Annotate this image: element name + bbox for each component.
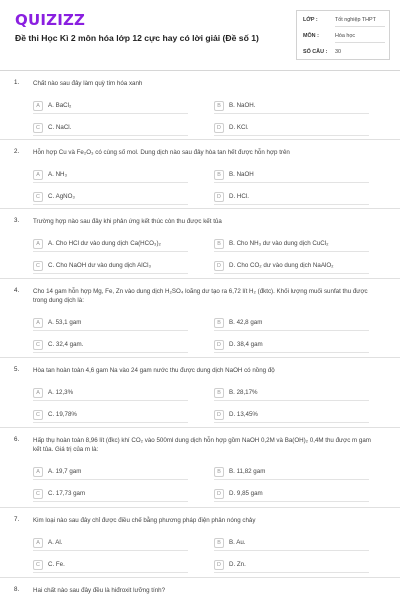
question-number: 3. (14, 217, 20, 224)
question-number: 4. (14, 287, 20, 294)
option-text: B. NaOH. (229, 102, 256, 109)
option-letter-badge: B (214, 467, 224, 477)
option-underline (33, 182, 188, 183)
option-letter-badge: B (214, 388, 224, 398)
question-text: Hòa tan hoàn toàn 4,6 gam Na vào 24 gam nước thu được dung dịch NaOH có nồng độ (33, 367, 275, 374)
option-text: A. NH₃ (48, 171, 68, 178)
option-underline (214, 400, 369, 401)
question-divider (0, 507, 400, 508)
option-text: C. Fe. (48, 561, 65, 568)
answer-option[interactable] (214, 558, 246, 571)
question-number: 6. (14, 436, 20, 443)
option-text: B. NaOH (229, 171, 254, 178)
answer-option[interactable] (214, 259, 334, 272)
meta-row-subject (303, 31, 355, 41)
answer-option[interactable] (214, 190, 249, 203)
option-underline (214, 113, 369, 114)
option-text: B. 11,82 gam (229, 468, 266, 475)
option-letter-badge: D (214, 489, 224, 499)
option-underline (214, 273, 369, 274)
option-text: D. 13,45% (229, 411, 258, 418)
worksheet-title: Đề thi Học Kì 2 môn hóa lớp 12 cực hay có lời giải (Đề số 1) (15, 33, 259, 43)
option-underline (33, 501, 188, 502)
option-letter-badge: B (214, 239, 224, 249)
option-text: D. HCl. (229, 193, 249, 200)
option-letter-badge: B (214, 101, 224, 111)
option-underline (214, 550, 369, 551)
option-letter-badge: D (214, 340, 224, 350)
meta-divider (335, 42, 385, 43)
answer-option[interactable] (33, 408, 77, 421)
meta-label: SỐ CÂU : (303, 49, 328, 55)
meta-row-class (303, 15, 376, 25)
option-letter-badge: D (214, 410, 224, 420)
option-text: D. Cho CO₂ dư vào dung dịch NaAlO₂ (229, 262, 334, 269)
option-underline (214, 352, 369, 353)
option-text: D. KCl. (229, 124, 249, 131)
question-text: Hấp thụ hoàn toàn 8,96 lít (đkc) khí CO₂ vào 500ml dung dịch hỗn hợp gồm NaOH 0,2M và Ba(OH)₂ 0,4M thu được m gam kết tủa. Giá trị của m là: (33, 437, 371, 454)
option-underline (214, 204, 369, 205)
question-number: 5. (14, 366, 20, 373)
answer-option[interactable] (33, 237, 161, 250)
option-text: A. BaCl₂ (48, 102, 72, 109)
option-underline (33, 330, 188, 331)
question-text: Trường hợp nào sau đây khi phản ứng kết thúc còn thu được kết tủa (33, 218, 222, 225)
option-underline (33, 572, 188, 573)
question-divider (0, 139, 400, 140)
option-underline (33, 273, 188, 274)
answer-option[interactable] (214, 316, 262, 329)
answer-option[interactable] (33, 558, 65, 571)
question-text: Hai chất nào sau đây đều là hiđroxit lưỡng tính? (33, 587, 166, 594)
meta-value: 30 (335, 49, 341, 55)
question-number: 1. (14, 79, 20, 86)
option-underline (214, 330, 369, 331)
option-underline (33, 400, 188, 401)
option-underline (33, 550, 188, 551)
option-underline (33, 251, 188, 252)
option-text: A. 53,1 gam (48, 319, 82, 326)
option-text: C. NaCl. (48, 124, 72, 131)
question-number: 7. (14, 516, 20, 523)
answer-option[interactable] (33, 316, 81, 329)
option-letter-badge: A (33, 388, 43, 398)
option-underline (33, 479, 188, 480)
option-letter-badge: C (33, 489, 43, 499)
option-letter-badge: C (33, 560, 43, 570)
answer-option[interactable] (33, 121, 71, 134)
option-letter-badge: C (33, 410, 43, 420)
option-letter-badge: C (33, 192, 43, 202)
option-underline (33, 204, 188, 205)
option-letter-badge: B (214, 318, 224, 328)
option-underline (214, 422, 369, 423)
option-underline (33, 135, 188, 136)
answer-option[interactable] (214, 168, 254, 181)
answer-option[interactable] (214, 408, 258, 421)
option-text: A. 12,3% (48, 389, 74, 396)
option-text: C. AgNO₃ (48, 193, 75, 200)
answer-option[interactable] (214, 99, 255, 112)
option-underline (214, 479, 369, 480)
answer-option[interactable] (214, 465, 265, 478)
option-text: B. Au. (229, 539, 246, 546)
question-number: 2. (14, 148, 20, 155)
question-text: Cho 14 gam hỗn hợp Mg, Fe, Zn vào dung dịch H₂SO₄ loãng dư tạo ra 6,72 lít H₂ (đktc). Khối lượng muối sunfat thu được trong dung dịch là: (33, 288, 368, 305)
meta-divider (335, 26, 385, 27)
answer-option[interactable] (214, 487, 263, 500)
option-text: C. 32,4 gam. (48, 341, 84, 348)
answer-option[interactable] (33, 168, 67, 181)
question-number: 8. (14, 586, 20, 593)
option-letter-badge: B (214, 538, 224, 548)
option-text: A. Cho HCl dư vào dung dịch Ca(HCO₃)₂ (48, 240, 161, 247)
option-text: C. Cho NaOH dư vào dung dịch AlCl₃ (48, 262, 151, 269)
worksheet-header (0, 0, 400, 71)
quizizz-logo: QUIZIZZ (15, 11, 86, 29)
option-text: C. 19,78% (48, 411, 77, 418)
answer-option[interactable] (33, 338, 83, 351)
meta-value: Tốt nghiệp THPT (335, 17, 376, 23)
option-text: C. 17,73 gam (48, 490, 86, 497)
meta-label: MÔN : (303, 33, 319, 39)
answer-option[interactable] (214, 386, 258, 399)
option-letter-badge: C (33, 261, 43, 271)
answer-option[interactable] (214, 121, 249, 134)
answer-option[interactable] (33, 190, 75, 203)
question-text: Chất nào sau đây làm quỳ tím hóa xanh (33, 80, 143, 87)
option-underline (33, 352, 188, 353)
option-underline (214, 182, 369, 183)
question-divider (0, 278, 400, 279)
question-divider (0, 357, 400, 358)
option-letter-badge: D (214, 560, 224, 570)
option-letter-badge: A (33, 239, 43, 249)
option-text: B. 42,8 gam (229, 319, 263, 326)
answer-option[interactable] (33, 386, 73, 399)
option-text: D. 38,4 gam (229, 341, 263, 348)
question-divider (0, 427, 400, 428)
answer-option[interactable] (33, 99, 71, 112)
option-letter-badge: A (33, 170, 43, 180)
option-text: B. 28,17% (229, 389, 258, 396)
meta-label: LỚP : (303, 17, 318, 23)
option-text: A. Al. (48, 539, 63, 546)
option-underline (33, 113, 188, 114)
option-text: D. 9,85 gam (229, 490, 263, 497)
question-divider (0, 208, 400, 209)
answer-option[interactable] (33, 487, 85, 500)
meta-value: Hóa học (335, 33, 356, 39)
meta-row-count (303, 47, 341, 57)
answer-option[interactable] (33, 259, 151, 272)
option-letter-badge: A (33, 101, 43, 111)
option-letter-badge: A (33, 318, 43, 328)
option-underline (214, 572, 369, 573)
option-text: D. Zn. (229, 561, 246, 568)
option-underline (214, 501, 369, 502)
option-letter-badge: C (33, 340, 43, 350)
question-text: Kim loại nào sau đây chỉ được điều chế bằng phương pháp điện phân nóng chảy (33, 517, 256, 524)
option-underline (214, 251, 369, 252)
option-letter-badge: D (214, 123, 224, 133)
option-underline (214, 135, 369, 136)
question-divider (0, 577, 400, 578)
question-text: Hỗn hợp Cu và Fe₂O₃ có cùng số mol. Dung dịch nào sau đây hòa tan hết được hỗn hợp trên (33, 149, 290, 156)
option-letter-badge: D (214, 192, 224, 202)
answer-option[interactable] (214, 237, 329, 250)
option-letter-badge: C (33, 123, 43, 133)
option-letter-badge: A (33, 538, 43, 548)
option-letter-badge: A (33, 467, 43, 477)
option-text: B. Cho NH₃ dư vào dung dịch CuCl₂ (229, 240, 329, 247)
option-letter-badge: D (214, 261, 224, 271)
answer-option[interactable] (214, 536, 246, 549)
answer-option[interactable] (214, 338, 263, 351)
answer-option[interactable] (33, 536, 62, 549)
option-letter-badge: B (214, 170, 224, 180)
worksheet-meta-box (296, 10, 390, 60)
option-text: A. 19,7 gam (48, 468, 82, 475)
option-underline (33, 422, 188, 423)
answer-option[interactable] (33, 465, 81, 478)
